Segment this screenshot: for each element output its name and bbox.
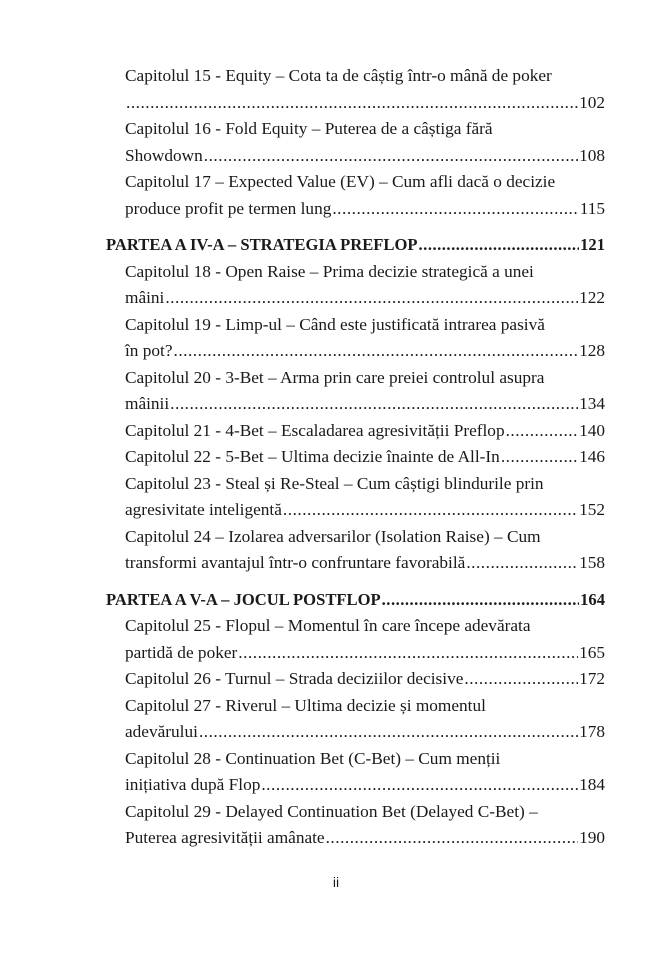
dot-leader: [382, 587, 579, 614]
dot-leader: [165, 285, 578, 312]
toc-entry-leader-row: [125, 143, 605, 170]
toc-page-number: 190: [579, 828, 605, 847]
toc-entry-leader-row: [125, 497, 605, 524]
toc-entry-title-line: Capitolul 22 - 5-Bet – Ultima decizie înainte de All-In: [125, 447, 500, 466]
toc-entry-leader-row: [125, 444, 605, 471]
toc-entry-title-line: PARTEA A V-A – JOCUL POSTFLOP: [106, 589, 381, 609]
toc-chapter-entry[interactable]: [106, 169, 605, 222]
toc-entry-leader-row: [125, 418, 605, 445]
dot-leader: [126, 90, 578, 117]
toc-entry-title-line: Capitolul 25 - Flopul – Momentul în care începe adevărata: [125, 616, 531, 635]
dot-leader: [506, 418, 578, 445]
dot-leader: [464, 666, 578, 693]
toc-page-number: 108: [579, 145, 605, 165]
toc-entry-title-line: Capitolul 29 - Delayed Continuation Bet (Delayed C-Bet) –: [125, 801, 538, 821]
dot-leader: [204, 143, 578, 170]
toc-chapter-entry[interactable]: [106, 418, 605, 445]
toc-entry-leader-row: [125, 550, 605, 577]
toc-entry-title-line: adevărului: [125, 722, 198, 741]
toc-page-number: 140: [579, 420, 605, 440]
toc-entry-title-line: Capitolul 15 - Equity – Cota ta de câștig într-o mână de poker: [125, 66, 552, 85]
toc-entry-leader-row: [106, 232, 605, 259]
toc-page-number: 165: [579, 642, 605, 662]
toc-page-number: 164: [580, 589, 605, 609]
toc-entry-title-line: Capitolul 21 - 4-Bet – Escaladarea agresivității Preflop: [125, 420, 505, 440]
toc-chapter-entry[interactable]: [106, 524, 605, 577]
dot-leader: [261, 772, 578, 799]
toc-page-number: 178: [579, 722, 605, 741]
toc-entry-title-line: Capitolul 26 - Turnul – Strada deciziilor decisive: [125, 669, 464, 688]
toc-entry-title-line: Capitolul 20 - 3-Bet – Arma prin care preiei controlul asupra: [125, 367, 545, 387]
toc-chapter-entry[interactable]: [106, 613, 605, 666]
toc-entry-title-line: Capitolul 16 - Fold Equity – Puterea de a câștiga fără: [125, 119, 493, 138]
table-of-contents: [106, 63, 605, 852]
toc-entry-leader-row: [125, 640, 605, 667]
dot-leader: [199, 719, 578, 746]
toc-entry-title-line: partidă de poker: [125, 642, 238, 662]
toc-part-heading[interactable]: [106, 587, 605, 614]
toc-entry-title-line: inițiativa după Flop: [125, 775, 261, 794]
toc-chapter-entry[interactable]: [106, 693, 605, 746]
toc-chapter-entry[interactable]: [106, 63, 605, 116]
toc-entry-leader-row: [125, 772, 605, 799]
toc-entry-leader-row: [125, 391, 605, 418]
toc-part-heading[interactable]: [106, 232, 605, 259]
toc-entry-title-line: mâinii: [125, 394, 170, 413]
toc-page-number: 122: [579, 288, 605, 307]
toc-chapter-entry[interactable]: [106, 746, 605, 799]
toc-entry-leader-row: [125, 285, 605, 312]
toc-chapter-entry[interactable]: [106, 116, 605, 169]
toc-entry-title-line: Showdown: [125, 145, 203, 165]
dot-leader: [238, 640, 578, 667]
toc-chapter-entry[interactable]: [106, 471, 605, 524]
toc-entry-leader-row: [125, 196, 605, 223]
toc-entry-leader-row: [106, 587, 605, 614]
dot-leader: [170, 391, 578, 418]
dot-leader: [174, 338, 579, 365]
toc-entry-title-line: agresivitate inteligentă: [125, 500, 282, 519]
toc-page-number: 121: [580, 235, 605, 254]
toc-chapter-entry[interactable]: [106, 799, 605, 852]
toc-entry-leader-row: [125, 666, 605, 693]
toc-page-number: 184: [579, 775, 605, 794]
toc-entry-title-line: Capitolul 19 - Limp-ul – Când este justificată intrarea pasivă: [125, 314, 545, 334]
toc-entry-leader-row: [125, 719, 605, 746]
toc-entry-title-line: Capitolul 28 - Continuation Bet (C-Bet) – Cum menții: [125, 748, 501, 768]
dot-leader: [419, 232, 580, 259]
toc-entry-title-line: Capitolul 27 - Riverul – Ultima decizie și momentul: [125, 695, 486, 715]
dot-leader: [326, 825, 578, 852]
page-number: ii: [332, 874, 340, 890]
toc-entry-title-line: Capitolul 18 - Open Raise – Prima decizie strategică a unei: [125, 261, 534, 281]
dot-leader: [283, 497, 578, 524]
toc-page-number: 172: [579, 669, 605, 688]
toc-page-number: 152: [579, 500, 605, 519]
toc-entry-title-line: în pot?: [125, 341, 173, 360]
toc-page-number: 128: [579, 341, 605, 360]
toc-entry-title-line: produce profit pe termen lung: [125, 198, 332, 218]
toc-entry-leader-row: [125, 338, 605, 365]
toc-page-number: 115: [579, 198, 605, 218]
toc-entry-title-line: transformi avantajul într-o confruntare favorabilă: [125, 553, 466, 572]
toc-chapter-entry[interactable]: [106, 365, 605, 418]
toc-page-number: 134: [579, 394, 605, 413]
toc-page-number: 146: [579, 447, 605, 466]
dot-leader: [501, 444, 578, 471]
toc-entry-leader-row: [125, 90, 605, 117]
toc-chapter-entry[interactable]: [106, 259, 605, 312]
toc-entry-title-line: Capitolul 17 – Expected Value (EV) – Cum afli dacă o decizie: [125, 172, 556, 191]
toc-chapter-entry[interactable]: [106, 444, 605, 471]
toc-entry-title-line: PARTEA A IV-A – STRATEGIA PREFLOP: [106, 235, 418, 254]
toc-page-number: 158: [579, 553, 605, 572]
toc-entry-title-line: mâini: [125, 288, 165, 307]
toc-entry-leader-row: [125, 825, 605, 852]
toc-entry-title-line: Capitolul 23 - Steal și Re-Steal – Cum câștigi blindurile prin: [125, 473, 544, 493]
toc-chapter-entry[interactable]: [106, 666, 605, 693]
toc-chapter-entry[interactable]: [106, 312, 605, 365]
dot-leader: [466, 550, 578, 577]
dot-leader: [332, 196, 578, 223]
toc-page-number: 102: [579, 92, 605, 112]
toc-entry-title-line: Puterea agresivității amânate: [125, 828, 325, 847]
toc-entry-title-line: Capitolul 24 – Izolarea adversarilor (Isolation Raise) – Cum: [125, 526, 541, 546]
